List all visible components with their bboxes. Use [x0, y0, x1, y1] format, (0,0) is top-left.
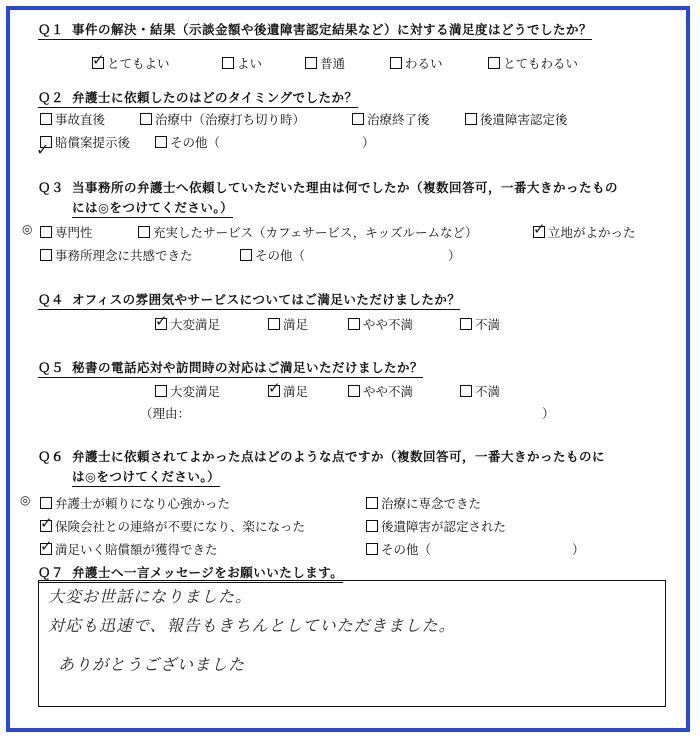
q3-heading-line2: には◎をつけてください。） [72, 198, 233, 218]
checkbox[interactable] [268, 318, 280, 330]
checkbox[interactable] [460, 318, 472, 330]
checkbox[interactable] [352, 113, 364, 125]
q5-option-dissatisfied[interactable]: 不満 [460, 382, 500, 400]
message-line-3: ありがとうございました [58, 655, 246, 674]
handwritten-check-mark: ✓ [36, 140, 50, 159]
checkbox[interactable] [305, 57, 317, 69]
q1-option-bad[interactable]: わるい [390, 54, 443, 72]
q2-option-after-settlement-offer[interactable]: 賠償案提示後 [40, 133, 130, 151]
q4-option-somewhat-dissatisfied[interactable]: やや不満 [348, 315, 413, 333]
q3-heading-line1: Ｑ３ 当事務所の弁護士へ依頼していただいた理由は何でしたか（複数回答可，一番大きかったもの [38, 180, 619, 195]
q5-option-somewhat-dissatisfied[interactable]: やや不満 [348, 382, 413, 400]
q6-heading-line2: は◎をつけてください。） [72, 467, 220, 487]
q1-option-normal[interactable]: 普通 [305, 54, 345, 72]
q6-option-no-insurance-contact[interactable]: ✓ 保険会社との連絡が不要になり、楽になった [40, 514, 306, 534]
checkbox[interactable] [366, 497, 378, 509]
q2-option-during-treatment[interactable]: 治療中（治療打ち切り時） [140, 110, 305, 128]
checkbox[interactable]: ✓ [533, 220, 546, 238]
checkbox[interactable] [40, 226, 52, 238]
checkbox[interactable] [40, 249, 52, 261]
q4-heading: Ｑ４ オフィスの雰囲気やサービスについてはご満足いただけましたか？ [38, 290, 460, 310]
double-circle-mark: ◎ [20, 493, 31, 507]
q4-option-very-satisfied[interactable]: ✓ 大変満足 [155, 312, 221, 332]
message-line-2: 対応も迅速で、報告もきちんとしていただきました。 [48, 616, 456, 635]
q2-other-close: ） [362, 135, 375, 150]
q2-option-other[interactable]: その他（ [155, 133, 220, 151]
q3-option-location[interactable]: ✓ 立地がよかった [533, 220, 636, 240]
q2-heading: Ｑ２ 弁護士に依頼したのはどのタイミングでしたか？ [38, 88, 358, 108]
checkbox[interactable] [390, 57, 402, 69]
checkbox[interactable] [222, 57, 234, 69]
q6-option-certified[interactable]: 後遺障害が認定された [366, 517, 506, 535]
q1-heading: Ｑ１ 事件の解決・結果（示談金額や後遺障害認定結果など）に対する満足度はどうでしたか？ [38, 20, 592, 40]
q3-option-services[interactable]: 充実したサービス（カフェサービス，キッズルームなど） [138, 223, 478, 241]
q6-option-compensation[interactable]: ✓ 満足いく賠償額が獲得できた [40, 537, 218, 557]
q3-option-expertise[interactable]: 専門性 [40, 223, 93, 241]
checkbox[interactable]: ✓ [40, 514, 53, 532]
q1-option-very-bad[interactable]: とてもわるい [488, 54, 578, 72]
q6-option-other[interactable]: その他（ [366, 540, 431, 558]
checkbox[interactable] [155, 136, 167, 148]
q5-option-very-satisfied[interactable]: 大変満足 [155, 382, 220, 400]
q2-option-right-after-accident[interactable]: 事故直後 [40, 110, 105, 128]
checkbox[interactable] [40, 113, 52, 125]
checkbox[interactable] [465, 113, 477, 125]
checkbox[interactable] [488, 57, 500, 69]
message-line-1: 大変お世話になりました。 [48, 587, 253, 606]
q6-other-close: ） [572, 542, 585, 557]
q3-other-close: ） [448, 248, 461, 263]
checkbox[interactable] [348, 318, 360, 330]
checkbox[interactable] [366, 543, 378, 555]
q5-reason-close: ） [542, 406, 555, 421]
q1-option-good[interactable]: よい [222, 54, 262, 72]
checkbox[interactable] [140, 113, 152, 125]
q5-reason-label: （理由： [140, 406, 191, 421]
q1-option-very-good[interactable]: ✓ とてもよい [92, 51, 170, 71]
checkbox[interactable]: ✓ [92, 51, 105, 69]
q3-option-other[interactable]: その他（ [240, 246, 305, 264]
checkbox[interactable] [460, 385, 472, 397]
checkbox[interactable] [366, 520, 378, 532]
q6-option-focus-treatment[interactable]: 治療に専念できた [366, 494, 481, 512]
q7-heading: Ｑ７ 弁護士へ一言メッセージをお願いいたします。 [38, 563, 343, 583]
q4-option-satisfied[interactable]: 満足 [268, 315, 308, 333]
checkbox[interactable] [40, 497, 52, 509]
checkbox[interactable]: ✓ [268, 379, 281, 397]
q4-option-dissatisfied[interactable]: 不満 [460, 315, 500, 333]
checkbox[interactable] [155, 385, 167, 397]
checkbox[interactable]: ✓ [40, 537, 53, 555]
checkbox[interactable]: ✓ [155, 312, 168, 330]
q6-option-reliable[interactable]: 弁護士が頼りになり心強かった [40, 494, 230, 512]
q3-option-philosophy[interactable]: 事務所理念に共感できた [40, 246, 193, 264]
checkbox[interactable] [348, 385, 360, 397]
checkbox[interactable] [240, 249, 252, 261]
q2-option-after-treatment[interactable]: 治療終了後 [352, 110, 430, 128]
q5-option-satisfied[interactable]: ✓ 満足 [268, 379, 309, 399]
q5-heading: Ｑ５ 秘書の電話応対や訪問時の対応はご満足いただけましたか？ [38, 358, 423, 378]
q2-option-after-certification[interactable]: 後遺障害認定後 [465, 110, 568, 128]
q6-heading-line1: Ｑ６ 弁護士に依頼されてよかった点はどのような点ですか（複数回答可，一番大きかったものに [38, 449, 606, 464]
double-circle-mark: ◎ [22, 222, 33, 236]
checkbox[interactable] [138, 226, 150, 238]
